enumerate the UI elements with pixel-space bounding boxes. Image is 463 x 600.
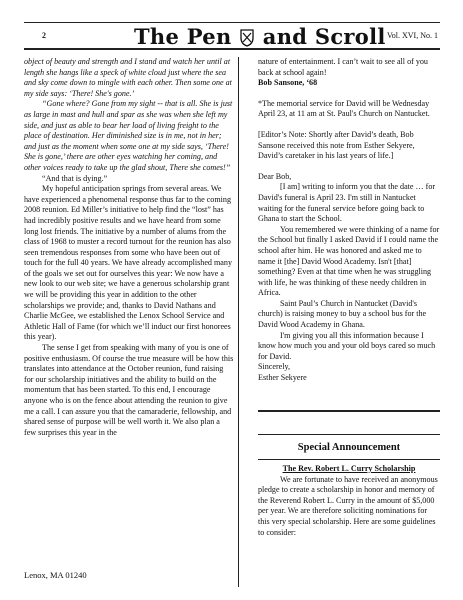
letter-closing: Sincerely, <box>258 362 291 372</box>
letter-paragraph-2: You remembered we were thinking of a name for the School but finally I asked David if I could name the school after him. He was honored and asked me to name it [the] David Wood Academy. Isn't [that] something? Even at that time when he was struggling with life, he was thinking of these needy children in Africa. <box>258 224 440 298</box>
letter-greeting: Dear Bob, <box>258 171 292 181</box>
announcement-subheading: The Rev. Robert L. Curry Scholarship <box>282 464 416 473</box>
left-column <box>24 57 234 438</box>
header-top-rule <box>24 22 440 23</box>
poem-paragraph-1: object of beauty and strength and I stand and watch her until at length she hangs like a speck of white cloud just where the sea and sky come down to mingle with each other. Then some one at my side says: ‘There! She's gone.’ <box>24 57 232 98</box>
masthead-left-text: The Pen <box>134 24 232 49</box>
body-paragraph-2: The sense I get from speaking with many of you is one of positive enthusiasm. Of course the true measure will be how this translates into attendance at the October reunion, fund raising for our scholarship initiatives and the ability to build on the momentum that has been started. To this end, I encourage anyone who is on the fence about attending the reunion to give me a call. I can assure you that the camaraderie, fellowship, and shared sense of purpose will be well worth it. We also plan a few surprises this year in the <box>24 343 234 437</box>
announcement-body: We are fortunate to have received an anonymous pledge to create a scholarship in honor and memory of the Reverend Robert L. Curry in the amount of $5,000 per year. We are therefore soliciting nominations for this very special scholarship. Here are some guidelines to consider: <box>258 474 438 537</box>
footer-address: Lenox, MA 01240 <box>24 570 87 580</box>
newsletter-header <box>24 22 440 52</box>
header-bottom-rule <box>24 48 440 50</box>
volume-number: Vol. XVI, No. 1 <box>387 31 438 40</box>
letter-paragraph-1: [I am] writing to inform you that the date … for David's funeral is April 23. I'm still in Nantucket waiting for the funeral service before going back to Ghana to start the School. <box>258 182 436 224</box>
right-column <box>258 57 440 384</box>
memorial-note: *The memorial service for David will be Wednesday April 23, at 11 am at St. Paul's Church on Nantucket. <box>258 98 430 119</box>
letter-closing-name: Esther Sekyere <box>258 373 307 383</box>
editor-note: [Editor’s Note: Shortly after David’s death, Bob Sansone received this note from Esther Sekyere, David’s caretaker in his last years of life.] <box>258 129 415 161</box>
masthead-right-text: and Scroll <box>262 24 386 49</box>
letter-paragraph-3: Saint Paul’s Church in Nantucket (David's church) is raising money to buy a school bus for the David Wood Academy in Ghana. <box>258 298 427 330</box>
announcement-section <box>258 464 440 538</box>
continued-paragraph: nature of entertainment. I can’t wait to see all of you back at school again! <box>258 57 428 77</box>
letter-paragraph-4: I'm giving you all this information because I know how much you and your old boys cared so much for David. <box>258 330 436 361</box>
page-number: 2 <box>42 31 46 40</box>
crest-icon <box>239 29 255 47</box>
announcement-heading-box <box>258 434 440 460</box>
announcement-heading: Special Announcement <box>297 441 401 453</box>
section-divider-rule <box>258 410 440 412</box>
column-divider <box>238 57 239 587</box>
poem-paragraph-2: “Gone where? Gone from my sight -- that is all. She is just as large in mast and hull and spar as she was when she left my side, and just as able to bear her load of living freight to the place of destination. Her diminished size is in me, not in her; and just as the moment when some one at my side says, ‘There! She is gone,’ there are other eyes watching her coming, and other voices ready to take up the glad shout, There she comes!” <box>24 99 233 172</box>
masthead-title <box>134 24 386 49</box>
body-paragraph-1: My hopeful anticipation springs from several areas. We have experienced a phenomenal response thus far to the coming 2008 reunion. Ed Miller’s initiative to help find the “lost” has had incredibly positive results and we have heard from some long lost friends. The initiative by a number of alums from the class of 1968 to muster a record turnout for the reunion has also seen tremendous responses from some who have been out of touch for the full 40 years. We have already accomplished many of the goals we set out for ourselves this year: We now have a new look to our web site; we have a generous scholarship grant we will be providing this year in addition to the other scholarships we provide; and, thanks to David Nathans and Charlie McGee, we established the Lenox School Service and Athletic Hall of Fame (for which we’ll induct our first honorees this year). <box>24 184 232 342</box>
author-signature: Bob Sansone, ‘68 <box>258 78 318 88</box>
poem-paragraph-3: “And that is dying.” <box>42 173 108 183</box>
